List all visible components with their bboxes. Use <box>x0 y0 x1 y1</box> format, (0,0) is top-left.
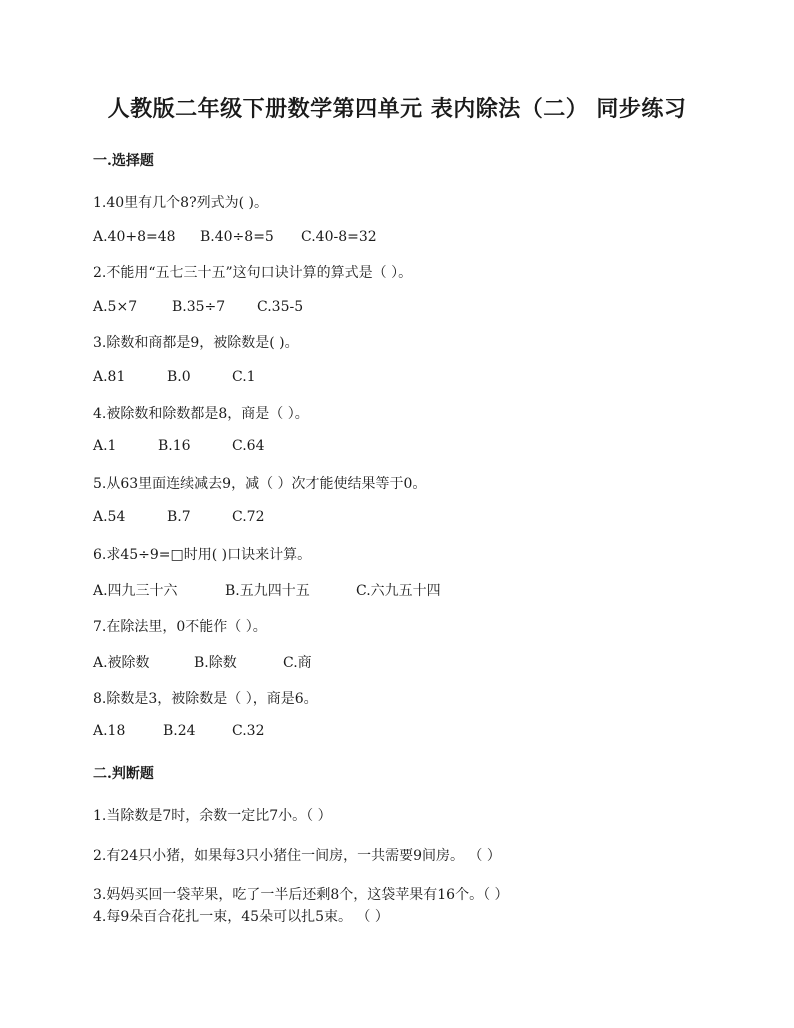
question-text: 3.除数和商都是9，被除数是( )。 <box>93 335 299 351</box>
option-b: B.35÷7 <box>172 299 226 315</box>
options-row <box>93 652 312 672</box>
option-a: A.54 <box>93 509 126 525</box>
options-row <box>93 509 264 525</box>
question-text: 2.不能用“五七三十五”这句口诀计算的算式是（ ）。 <box>93 265 413 281</box>
option-b: B.除数 <box>194 655 237 671</box>
options-row <box>93 369 256 385</box>
option-a: A.被除数 <box>93 655 150 671</box>
option-c: C.商 <box>283 655 312 671</box>
option-a: A.1 <box>93 438 117 454</box>
option-b: B.0 <box>167 369 191 385</box>
question-text: 1.40里有几个8?列式为( )。 <box>93 195 268 211</box>
option-c: C.40-8=32 <box>301 229 377 245</box>
option-a: A.四九三十六 <box>93 583 178 599</box>
option-a: A.40+8=48 <box>93 229 176 245</box>
page-title: 人教版二年级下册数学第四单元 表内除法（二） 同步练习 <box>107 96 687 122</box>
question-text: 5.从63里面连续减去9，减（ ）次才能使结果等于0。 <box>93 476 427 492</box>
option-b: B.16 <box>158 438 191 454</box>
option-a: A.81 <box>93 369 126 385</box>
question-text: 3.妈妈买回一袋苹果，吃了一半后还剩8个，这袋苹果有16个。（ ） <box>93 887 509 903</box>
options-row <box>93 580 441 600</box>
question-text: 6.求45÷9=□时用( )口诀来计算。 <box>93 547 312 563</box>
options-row <box>93 438 264 454</box>
options-row <box>93 299 303 315</box>
option-c: C.64 <box>232 438 265 454</box>
question-text: 8.除数是3，被除数是（ ），商是6。 <box>93 691 318 707</box>
option-c: C.72 <box>232 509 265 525</box>
section-heading-choice: 一.选择题 <box>93 153 154 169</box>
question-text: 1.当除数是7时，余数一定比7小。（ ） <box>93 808 332 824</box>
option-b: B.7 <box>167 509 191 525</box>
option-b: B.40÷8=5 <box>200 229 274 245</box>
question-text: 7.在除法里，0不能作（ ）。 <box>93 619 267 635</box>
option-c: C.1 <box>232 369 256 385</box>
option-c: C.35-5 <box>257 299 304 315</box>
option-a: A.5×7 <box>93 299 138 315</box>
option-b: B.24 <box>163 723 196 739</box>
option-b: B.五九四十五 <box>225 583 310 599</box>
question-text: 4.每9朵百合花扎一束，45朵可以扎5束。 （ ） <box>93 909 389 925</box>
question-text: 2.有24只小猪，如果每3只小猪住一间房，一共需要9间房。 （ ） <box>93 848 501 864</box>
section-heading-judgement: 二.判断题 <box>93 766 154 782</box>
option-c: C.32 <box>232 723 265 739</box>
option-a: A.18 <box>93 723 126 739</box>
question-text: 4.被除数和除数都是8，商是（ ）。 <box>93 406 309 422</box>
options-row <box>93 229 377 245</box>
option-c: C.六九五十四 <box>356 583 441 599</box>
options-row <box>93 723 264 739</box>
